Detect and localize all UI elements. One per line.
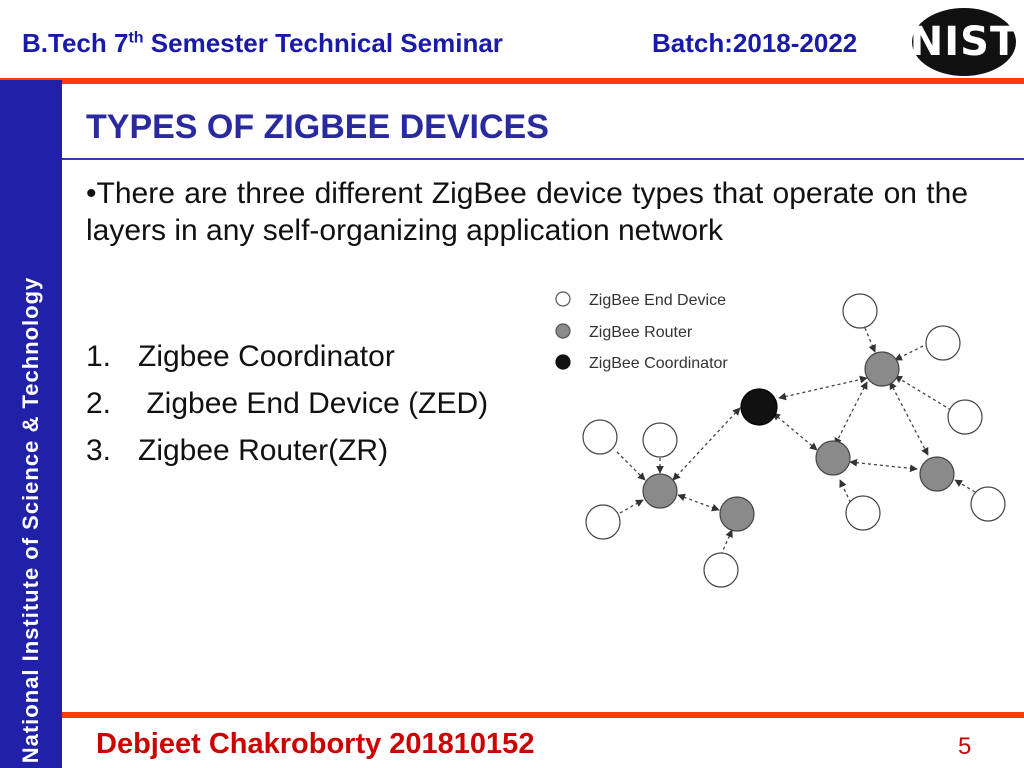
coordinator-node	[741, 389, 777, 425]
list-item	[86, 340, 488, 387]
router-node	[816, 441, 850, 475]
end-device-node	[843, 294, 877, 328]
list-number: 3.	[86, 434, 112, 467]
legend-coordinator-label: ZigBee Coordinator	[589, 355, 728, 372]
page-number: 5	[958, 733, 972, 760]
end-device-node	[586, 505, 620, 539]
end-device-node	[948, 400, 982, 434]
intro-paragraph: •There are three different ZigBee device types that operate on the layers in any self-organizing application network	[86, 177, 968, 247]
list-label: Zigbee Coordinator	[138, 340, 395, 373]
author-name: Debjeet Chakroborty 201810152	[96, 728, 535, 760]
list-number: 2.	[86, 387, 112, 420]
router-node	[865, 352, 899, 386]
legend-coordinator-icon	[556, 355, 570, 369]
institute-name: National Institute of Science & Technology	[18, 276, 43, 764]
nist-logo	[909, 8, 1019, 76]
logo-text: NIST	[909, 19, 1019, 65]
footer-divider	[62, 712, 1024, 718]
device-type-list	[86, 340, 488, 481]
end-device-node	[846, 496, 880, 530]
legend-end-device-icon	[556, 292, 570, 306]
sidebar	[0, 80, 62, 768]
end-device-node	[583, 420, 617, 454]
slide-title: TYPES OF ZIGBEE DEVICES	[86, 108, 549, 146]
zigbee-network-diagram	[545, 280, 1015, 590]
legend-router-label: ZigBee Router	[589, 324, 693, 341]
end-device-node	[704, 553, 738, 587]
list-label: Zigbee Router(ZR)	[138, 434, 389, 467]
router-node	[643, 474, 677, 508]
list-label: Zigbee End Device (ZED)	[138, 387, 489, 420]
legend-router-icon	[556, 324, 570, 338]
list-number: 1.	[86, 340, 112, 373]
end-device-node	[971, 487, 1005, 521]
title-divider	[62, 158, 1024, 160]
end-device-node	[926, 326, 960, 360]
course-title: B.Tech 7th Semester Technical Seminar	[22, 28, 503, 58]
list-item	[86, 387, 488, 434]
end-device-node	[643, 423, 677, 457]
header-bar	[0, 0, 1024, 80]
router-node	[920, 457, 954, 491]
router-node	[720, 497, 754, 531]
batch-label: Batch:2018-2022	[652, 28, 858, 58]
legend-end-device-label: ZigBee End Device	[589, 292, 726, 309]
header-divider	[0, 78, 1024, 84]
list-item	[86, 434, 488, 481]
